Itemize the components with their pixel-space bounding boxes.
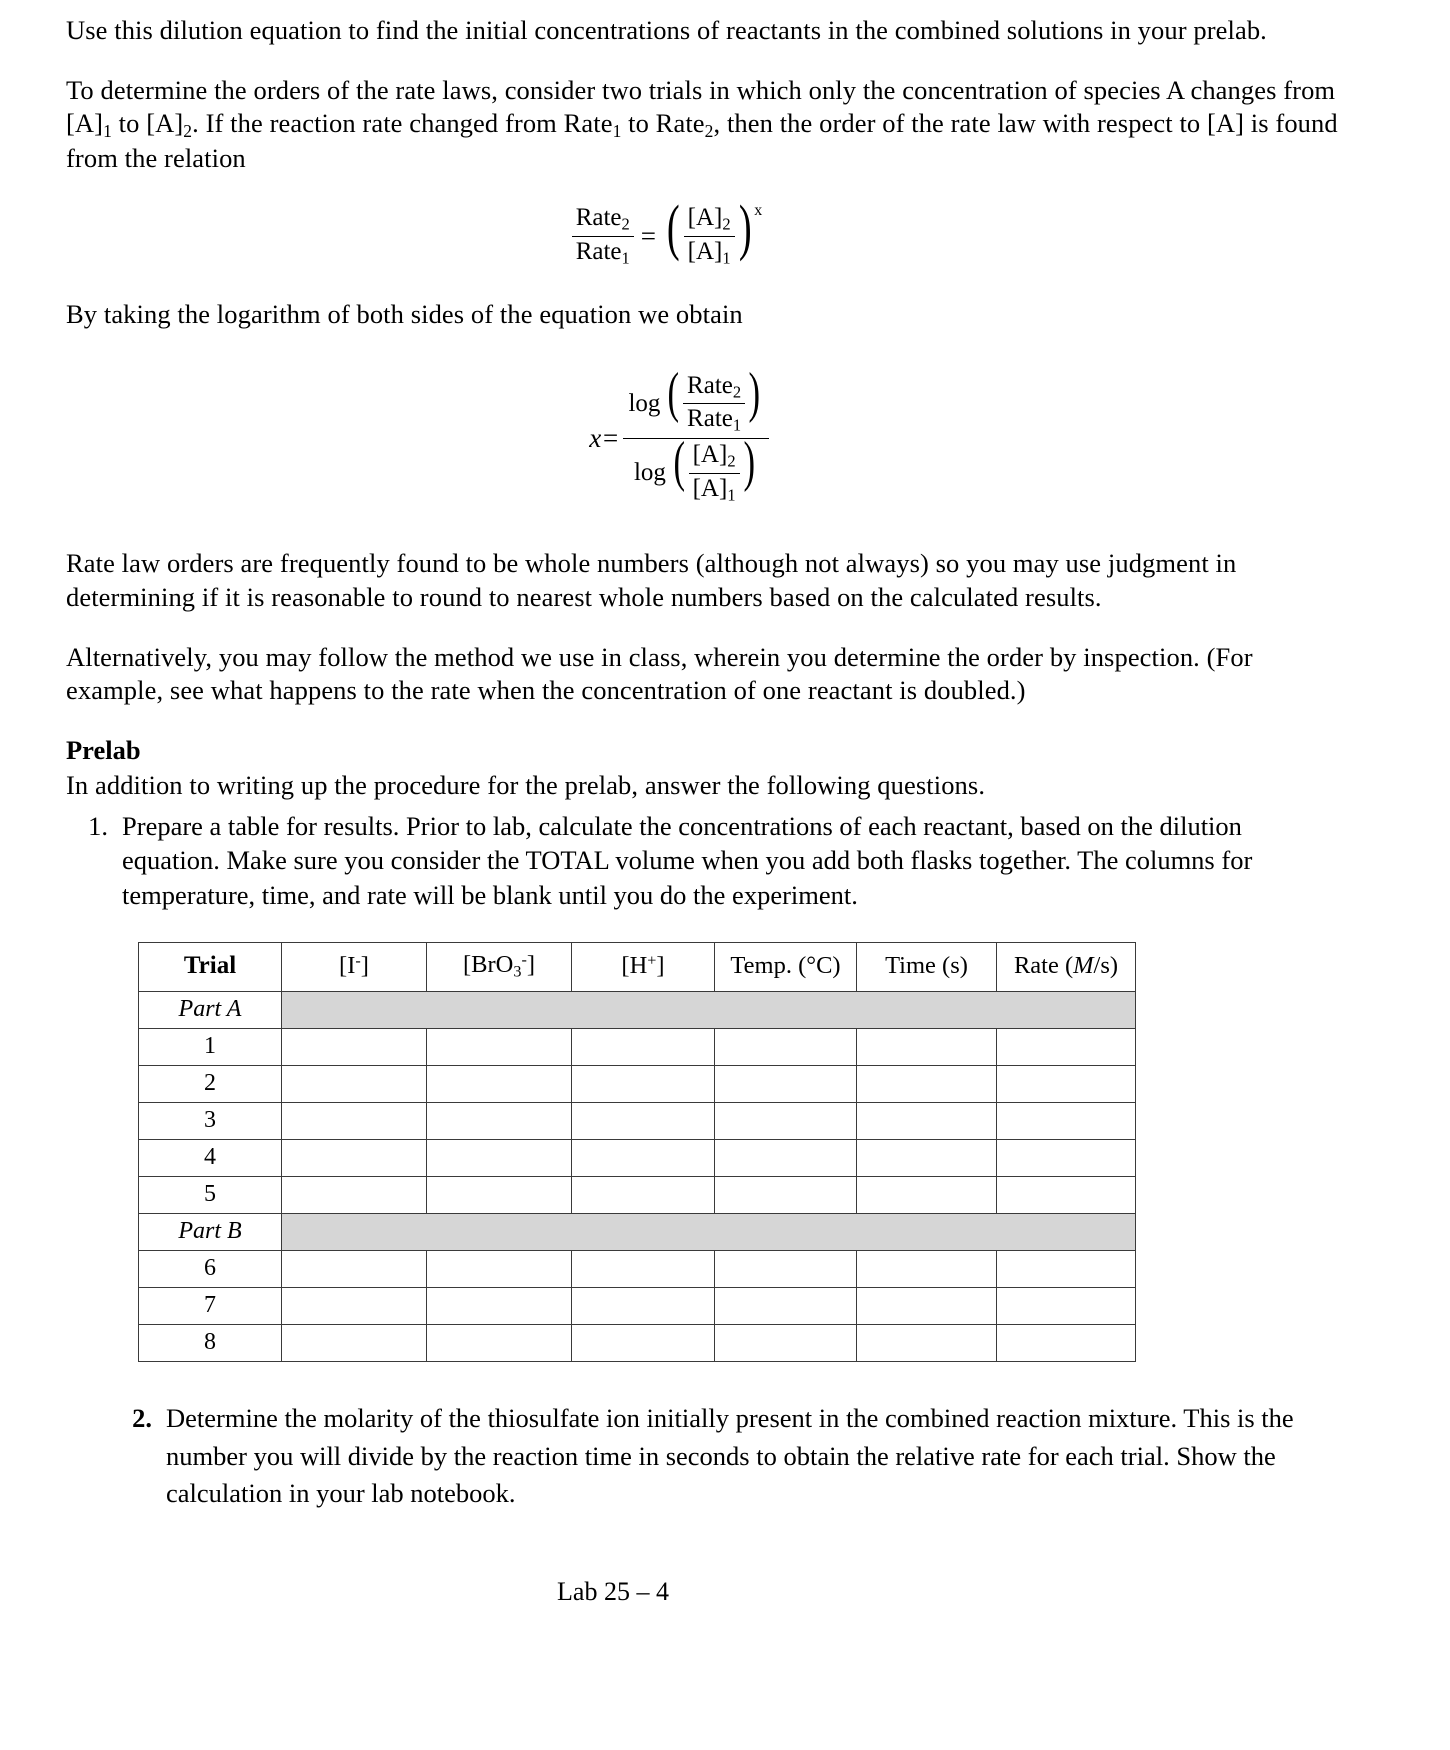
iodide-charge: -	[355, 953, 361, 971]
rate2-sub: 2	[621, 214, 630, 234]
paragraph-dilution-equation: Use this dilution equation to find the initial concentrations of reactants in the combined solutions in your prelab.	[66, 15, 1267, 45]
table-row	[139, 1139, 1136, 1176]
cell-rate-2[interactable]	[997, 1065, 1136, 1102]
equation-rate-ratio-block	[66, 194, 1340, 268]
cell-temp-6[interactable]	[715, 1250, 857, 1287]
cell-iodide-2[interactable]	[282, 1065, 427, 1102]
column-header-iodide	[282, 942, 427, 991]
variable-x	[589, 423, 619, 454]
rate1-sub: 1	[621, 248, 630, 268]
column-header-bromate	[427, 942, 572, 991]
cell-bromate-2[interactable]	[427, 1065, 572, 1102]
prelab-heading: Prelab	[66, 734, 141, 765]
paragraph-logarithm-intro: By taking the logarithm of both sides of the equation we obtain	[66, 299, 743, 330]
rate2-text-log: Rate	[687, 371, 733, 399]
results-table-body	[139, 991, 1136, 1361]
cell-time-1[interactable]	[857, 1028, 997, 1065]
cell-rate-5[interactable]	[997, 1176, 1136, 1213]
rate2-text: Rate	[575, 204, 622, 232]
bromate-charge: -	[521, 951, 527, 969]
row-label-4: 4	[139, 1139, 282, 1176]
list-item	[110, 1400, 1340, 1513]
paren-close-icon-top: )	[748, 361, 761, 424]
cell-iodide-4[interactable]	[282, 1139, 427, 1176]
cell-hydrogen-7[interactable]	[572, 1287, 715, 1324]
hydrogen-bracket-open: [H	[621, 952, 648, 980]
row-label-3: 3	[139, 1102, 282, 1139]
paren-open-icon-bottom: (	[673, 431, 686, 494]
table-row	[139, 1176, 1136, 1213]
a2-text-log: [A]	[692, 441, 728, 469]
paragraph-orders-of-rate-laws	[66, 74, 1340, 176]
bromate-count: 3	[513, 963, 522, 981]
a2-sub-log: 2	[727, 451, 736, 471]
a1-sub: 1	[722, 248, 731, 268]
paren-close-icon-bottom: )	[743, 431, 755, 494]
cell-time-8[interactable]	[857, 1324, 997, 1361]
a2-sub: 2	[722, 214, 731, 234]
prelab-question-list	[66, 809, 1340, 912]
row-label-6: 6	[139, 1250, 282, 1287]
fraction-rate2-over-rate1	[572, 204, 634, 268]
fraction-a2-over-a1-log	[689, 441, 740, 505]
cell-temp-1[interactable]	[715, 1028, 857, 1065]
equals-sign: =	[640, 220, 657, 251]
iodide-bracket-close: ]	[360, 952, 369, 980]
cell-time-6[interactable]	[857, 1250, 997, 1287]
cell-iodide-6[interactable]	[282, 1250, 427, 1287]
cell-time-4[interactable]	[857, 1139, 997, 1176]
cell-bromate-5[interactable]	[427, 1176, 572, 1213]
row-label-8: 8	[139, 1324, 282, 1361]
p2-text-b: to [A]	[111, 108, 184, 139]
paragraph-alternative-method: Alternatively, you may follow the method we use in class, wherein you determine the order by inspection. (For example, see what happens to the rate when the concentration of one reactant is doubled.)	[66, 641, 1253, 706]
column-header-hydrogen	[572, 942, 715, 991]
cell-temp-2[interactable]	[715, 1065, 857, 1102]
list-marker-2: 2.	[132, 1402, 152, 1433]
cell-time-3[interactable]	[857, 1102, 997, 1139]
cell-bromate-1[interactable]	[427, 1028, 572, 1065]
fraction-rate2-over-rate1-log	[683, 372, 745, 436]
cell-hydrogen-3[interactable]	[572, 1102, 715, 1139]
bromate-bracket-open: [BrO	[463, 951, 514, 979]
table-row	[139, 1102, 1136, 1139]
cell-rate-3[interactable]	[997, 1102, 1136, 1139]
prelab-intro: In addition to writing up the procedure for the prelab, answer the following questions.	[66, 770, 986, 800]
exponent-x: x	[754, 202, 763, 220]
a1-text-log: [A]	[692, 474, 728, 502]
cell-temp-8[interactable]	[715, 1324, 857, 1361]
row-label-5: 5	[139, 1176, 282, 1213]
outer-fraction	[623, 361, 768, 507]
p2-text-d: to Rate	[621, 108, 705, 139]
hydrogen-charge: +	[647, 953, 657, 971]
row-label-7: 7	[139, 1287, 282, 1324]
cell-bromate-6[interactable]	[427, 1250, 572, 1287]
cell-hydrogen-4[interactable]	[572, 1139, 715, 1176]
shaded-separator-b	[282, 1213, 1136, 1250]
table-header-row	[139, 942, 1136, 991]
a2-numerator-log	[689, 441, 740, 473]
cell-rate-7[interactable]	[997, 1287, 1136, 1324]
equation-x-solution-block	[66, 361, 1340, 507]
paren-open-icon-top: (	[667, 361, 680, 424]
rate-prefix: Rate (	[1013, 952, 1074, 980]
rate1-text-log: Rate	[687, 405, 733, 433]
list-item	[66, 809, 1340, 912]
cell-time-7[interactable]	[857, 1287, 997, 1324]
p2-text-c: . If the reaction rate changed from Rate	[192, 108, 613, 139]
row-label-part-b: Part B	[139, 1213, 282, 1250]
bromate-bracket-close: ]	[526, 951, 535, 979]
cell-time-5[interactable]	[857, 1176, 997, 1213]
cell-iodide-5[interactable]	[282, 1176, 427, 1213]
cell-rate-1[interactable]	[997, 1028, 1136, 1065]
p2-text-e: , then the order of the rate law with respect to [A] is found from the relation	[66, 108, 1338, 174]
cell-temp-5[interactable]	[715, 1176, 857, 1213]
paragraph-rate-law-orders: Rate law orders are frequently found to be whole numbers (although not always) so you may use judgment in determining if it is reasonable to round to nearest whole numbers based on the calculated results.	[66, 548, 1237, 612]
results-table-head	[139, 942, 1136, 991]
table-row	[139, 1324, 1136, 1361]
p2-sub-4: 2	[704, 121, 714, 142]
cell-bromate-3[interactable]	[427, 1102, 572, 1139]
prelab-question-list-2	[66, 1400, 1340, 1513]
table-row	[139, 1028, 1136, 1065]
p2-sub-1: 1	[103, 121, 112, 142]
paren-close-icon: )	[738, 194, 752, 263]
table-row	[139, 1213, 1136, 1250]
list-marker-1: 1.	[88, 810, 108, 841]
paren-open-icon: (	[666, 194, 680, 263]
shaded-separator-a	[282, 991, 1136, 1028]
log-rate-ratio	[623, 361, 768, 438]
table-row	[139, 1287, 1136, 1324]
rate1-denominator-log	[683, 404, 745, 436]
cell-hydrogen-1[interactable]	[572, 1028, 715, 1065]
a1-sub-log: 1	[727, 485, 736, 505]
column-header-time: Time (s)	[857, 942, 997, 991]
paren-group-top	[664, 361, 763, 436]
equals-sign-2: =	[601, 423, 620, 454]
column-header-temperature: Temp. (°C)	[715, 942, 857, 991]
log-label-top: log	[628, 389, 661, 417]
x-symbol: x	[589, 423, 602, 454]
log-label-bottom: log	[633, 459, 666, 487]
cell-hydrogen-8[interactable]	[572, 1324, 715, 1361]
cell-bromate-8[interactable]	[427, 1324, 572, 1361]
cell-temp-4[interactable]	[715, 1139, 857, 1176]
list-text-1: Prepare a table for results. Prior to lab, calculate the concentrations of each reactant, based on the dilution equation. Make sure you consider the TOTAL volume when you add both flasks together. The columns for temperature, time, and rate will be blank until you do the experiment.	[122, 810, 1253, 910]
row-label-part-a: Part A	[139, 991, 282, 1028]
column-header-trial: Trial	[139, 942, 282, 991]
cell-iodide-1[interactable]	[282, 1028, 427, 1065]
p2-sub-3: 1	[612, 121, 622, 142]
a1-denominator	[684, 237, 735, 269]
column-header-rate	[997, 942, 1136, 991]
table-row	[139, 1250, 1136, 1287]
cell-iodide-7[interactable]	[282, 1287, 427, 1324]
p2-text-a: To determine the orders of the rate laws, consider two trials in which only the concentration of species A changes from [A]	[66, 74, 1336, 139]
table-row	[139, 991, 1136, 1028]
rate2-numerator	[572, 204, 634, 236]
cell-hydrogen-2[interactable]	[572, 1065, 715, 1102]
page-footer: Lab 25 – 4	[557, 1576, 669, 1606]
table-row	[139, 1065, 1136, 1102]
equation-x-solution	[589, 361, 769, 507]
a1-text: [A]	[687, 237, 723, 265]
list-text-2: Determine the molarity of the thiosulfate ion initially present in the combined reaction mixture. This is the number you will divide by the reaction time in seconds to obtain the relative rate for each trial. Show the calculation in your lab notebook.	[166, 1402, 1294, 1509]
cell-bromate-7[interactable]	[427, 1287, 572, 1324]
equation-rate-ratio	[572, 194, 763, 268]
rate1-text: Rate	[575, 237, 622, 265]
p2-sub-2: 2	[183, 121, 193, 142]
a2-numerator	[684, 204, 735, 236]
hydrogen-bracket-close: ]	[656, 952, 665, 980]
parenthesized-concentration-ratio	[663, 194, 763, 268]
cell-iodide-3[interactable]	[282, 1102, 427, 1139]
rate2-numerator-log	[683, 372, 745, 404]
cell-iodide-8[interactable]	[282, 1324, 427, 1361]
rate-molarity-symbol: M	[1073, 952, 1094, 980]
rate1-sub-log: 1	[732, 416, 742, 436]
cell-time-2[interactable]	[857, 1065, 997, 1102]
cell-temp-3[interactable]	[715, 1102, 857, 1139]
cell-bromate-4[interactable]	[427, 1139, 572, 1176]
results-table-wrapper	[138, 942, 1135, 1362]
rate2-sub-log: 2	[732, 382, 742, 402]
cell-hydrogen-6[interactable]	[572, 1250, 715, 1287]
cell-rate-6[interactable]	[997, 1250, 1136, 1287]
a2-text: [A]	[687, 204, 723, 232]
row-label-1: 1	[139, 1028, 282, 1065]
cell-rate-4[interactable]	[997, 1139, 1136, 1176]
rate-suffix: /s)	[1093, 952, 1119, 980]
log-concentration-ratio	[629, 431, 763, 507]
fraction-a2-over-a1	[684, 204, 735, 268]
cell-rate-8[interactable]	[997, 1324, 1136, 1361]
a1-denominator-log	[689, 474, 740, 506]
paren-group-bottom	[670, 431, 758, 505]
cell-temp-7[interactable]	[715, 1287, 857, 1324]
cell-hydrogen-5[interactable]	[572, 1176, 715, 1213]
row-label-2: 2	[139, 1065, 282, 1102]
rate1-denominator	[572, 237, 634, 269]
iodide-bracket-open: [I	[339, 952, 356, 980]
results-table	[138, 942, 1136, 1362]
